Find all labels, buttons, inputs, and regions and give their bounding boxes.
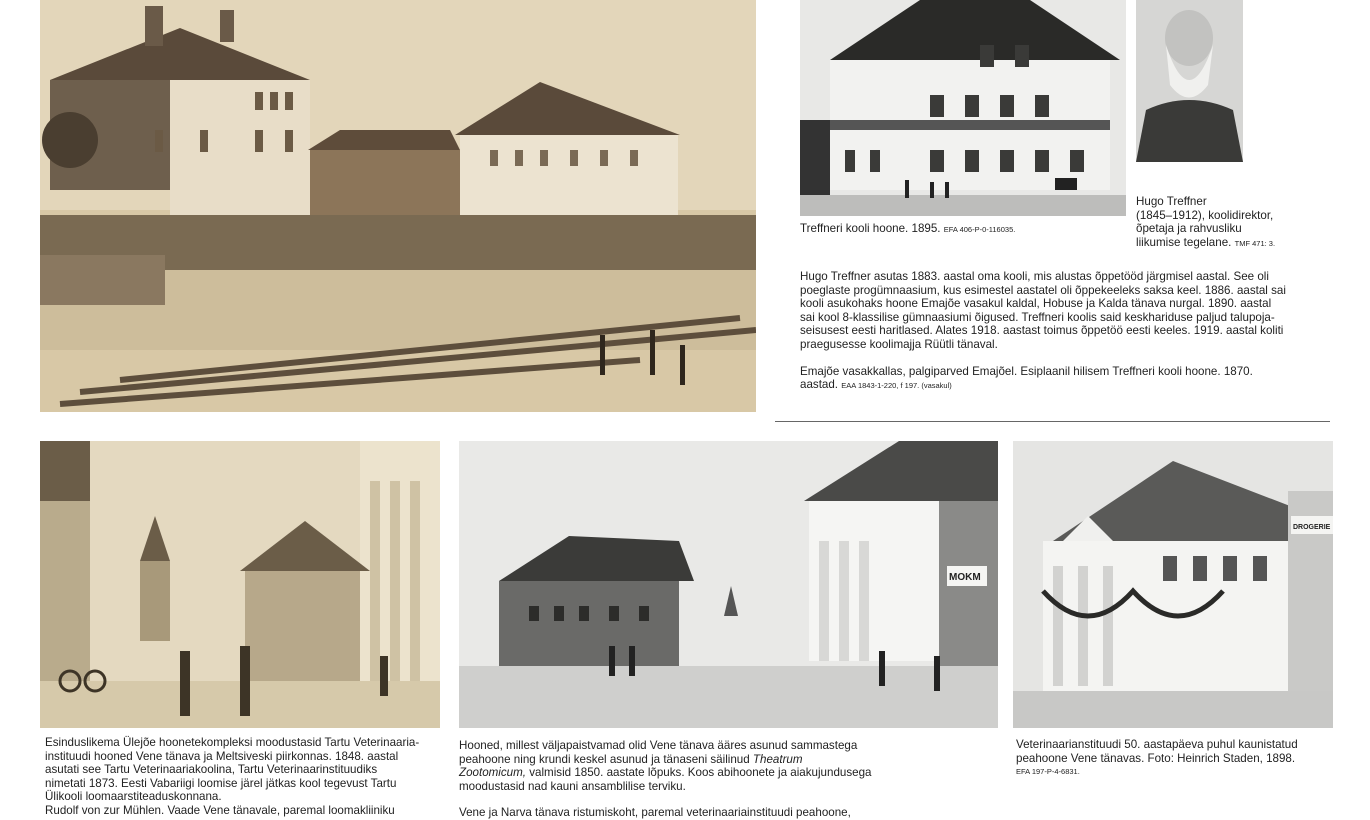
treffner-history-text: Hugo Treffner asutas 1883. aastal oma kooli, mis alustas õppetööd järgmisel aastal. See oli poeglaste progümnaasium, kus esimestel aastatel oli õppekeeleks saksa keel. 1886. aastal sai kooli asukohaks hoone Emajõe vasakul kaldal, Hobuse ja Kalda tänava nurgal. 1890. aastal sai kool 8-klassilise gümnaasiumi õigused. Treffneri koolis said keskhariduse paljud talupoja- seisusest eesti haritlased. Alates 1918. aastast toimus õppetöö eesti keeles. 1919. aastal koliti praegusesse koolimajja Rüütli tänaval. Emajõe vasakkallas, palgiparved Emajõel. Esiplaanil hilisem Treffneri kooli hoone. 1870. aastad. EAA 1843-1-220, f 197. (vasakul)	[800, 270, 1286, 392]
anniversary-caption: Veterinaarianstituudi 50. aastapäeva puhul kaunistatud peahoone Vene tänavas. Foto: Heinrich Staden, 1898. EFA 197-P-4-6831.	[1016, 738, 1298, 777]
treffner-school-photo	[800, 0, 1126, 216]
veterinary-buildings-caption: Hooned, millest väljapaistvamad olid Vene tänava ääres asunud sammastega peahoone ning krundi keskel asunud ja tänaseni säilinud Theatrum Zootomicum, valmisid 1850. aastate lõpuks. Koos abihoonete ja aiakujundusega moodustasid nad kauni ansamblilise terviku. Vene ja Narva tänava ristumiskoht, paremal veterinaariainstituudi peahoone,	[459, 739, 872, 820]
institute-anniversary-photo	[1013, 441, 1333, 728]
vene-narva-crossing-photo	[459, 441, 998, 728]
section-divider	[775, 421, 1330, 422]
store-sign: DROGERIE	[1293, 524, 1331, 531]
shop-sign: MOKM	[949, 572, 981, 583]
hugo-treffner-portrait	[1136, 0, 1243, 162]
vene-street-drawing	[40, 441, 440, 728]
school-photo-caption: Treffneri kooli hoone. 1895. EFA 406-P-0-116035.	[800, 222, 1016, 235]
river-photo	[40, 0, 756, 412]
veterinary-complex-caption: Esinduslikema Ülejõe hoonetekompleksi moodustasid Tartu Veterinaaria- instituudi hooned Vene tänava ja Meltsiveski piirkonnas. 1848. aastal asutati see Tartu Veterinaariakoolina, Tartu Veterinaarinstituudiks nimetati 1873. Eesti Vabariigi loomise järel jätkas kool tegevust Tartu Ülikooli loomaarstiteaduskonnana. Rudolf von zur Mühlen. Vaade Vene tänavale, paremal loomakliiniku	[45, 736, 420, 817]
portrait-caption: Hugo Treffner (1845–1912), koolidirektor, õpetaja ja rahvusliku liikumise tegelane. TMF 471: 3.	[1136, 195, 1276, 249]
